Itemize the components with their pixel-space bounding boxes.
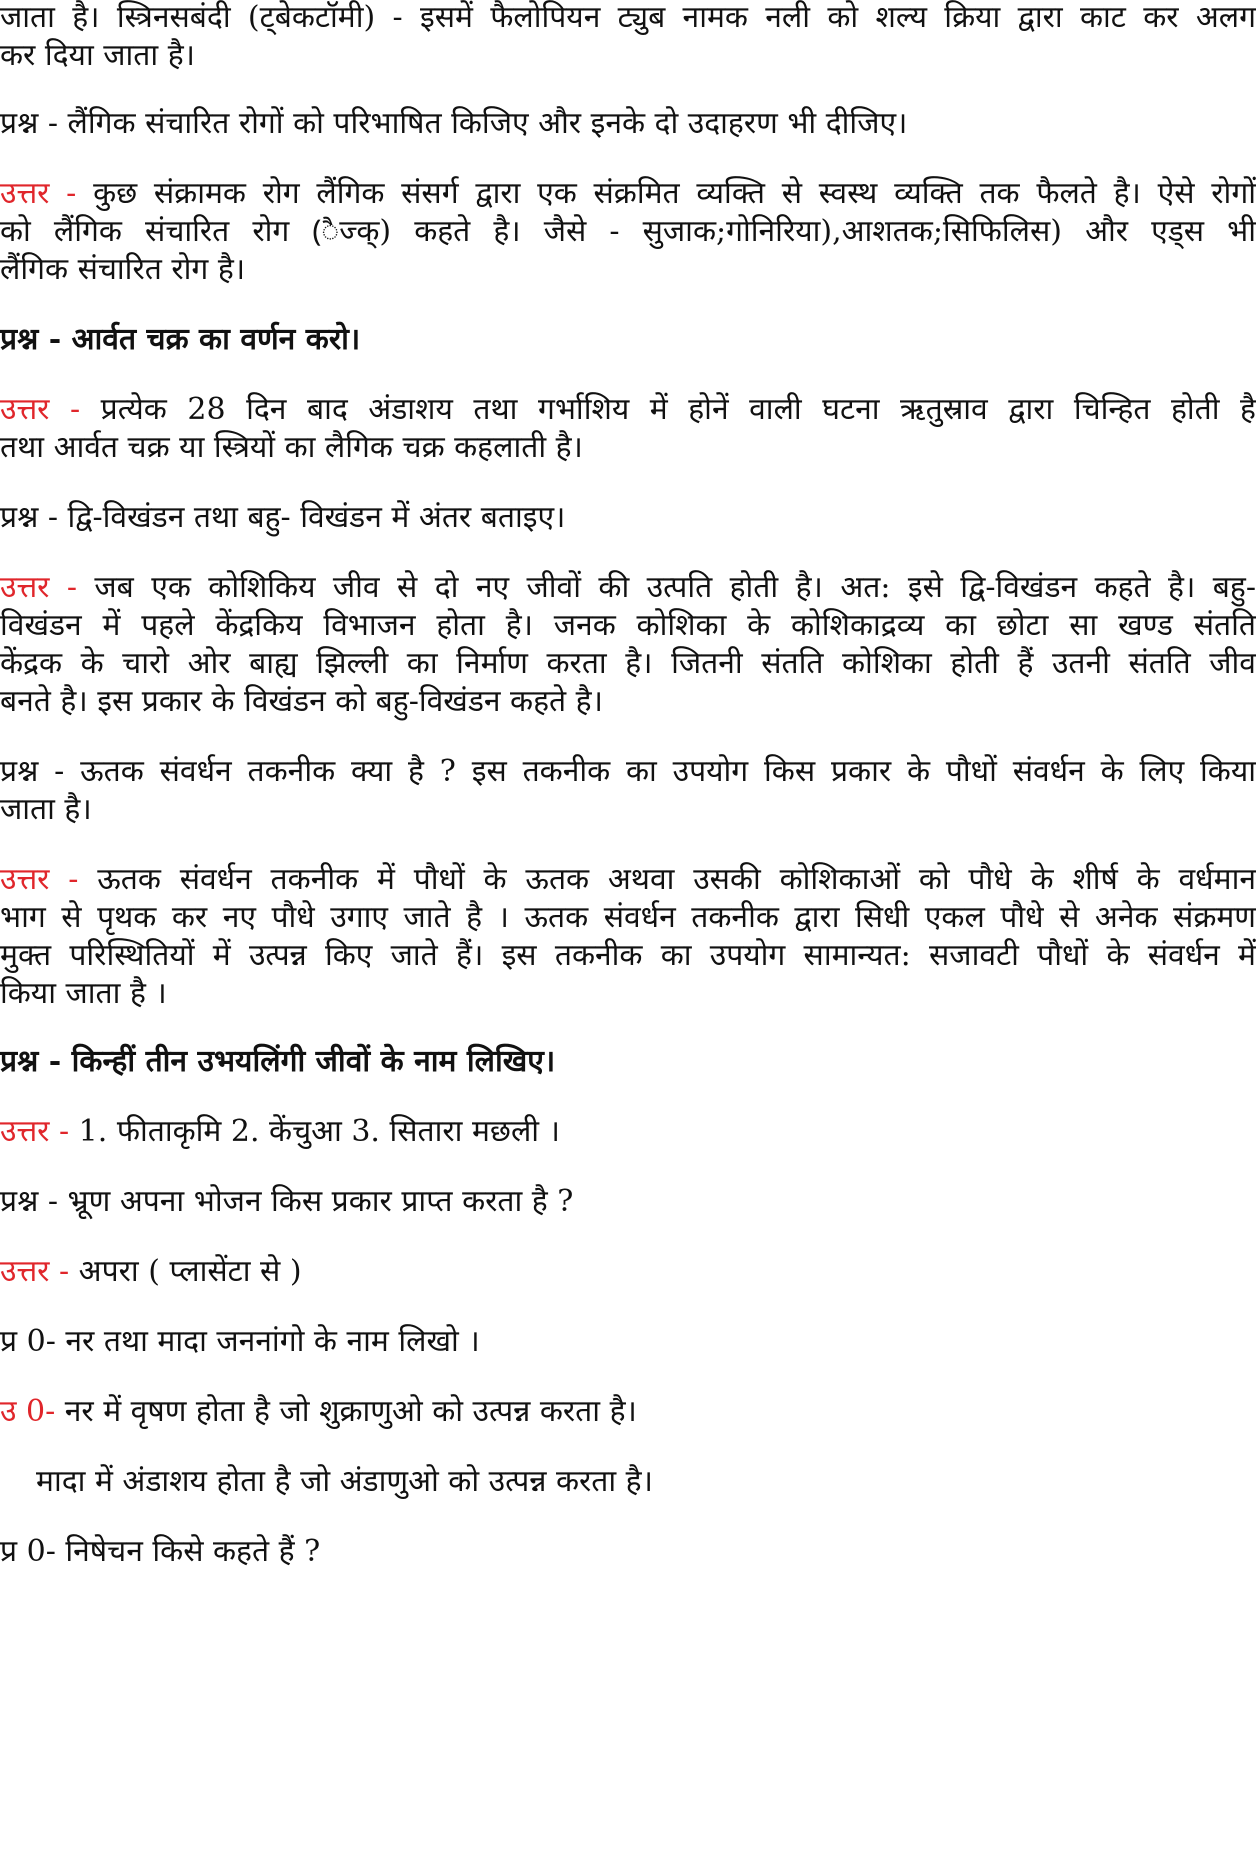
answer-label: उत्तर - bbox=[0, 392, 81, 427]
question-text: किन्हीं तीन उभयलिंगी जीवों के नाम लिखिए। bbox=[71, 1044, 556, 1079]
text-line: विखंडन में पहले केंद्रकिय विभाजन होता है। जनक कोशिका के कोशिकाद्रव्य का छोटा सा खण्ड संतति bbox=[0, 608, 1256, 643]
answer-text: कुछ संक्रामक रोग लैंगिक संसर्ग द्वारा एक संक्रमित व्यक्ति से स्वस्थ व्यक्ति तक फैलते है। ऐसे रोगों bbox=[93, 176, 1256, 211]
text-line: को लैंगिक संचारित रोग (ैज्क्) कहते है। जैसे - सुजाक;गोनिरिया),आशतक;सिफिलिस) और एड्स भी bbox=[0, 214, 1256, 249]
answer-line bbox=[0, 1390, 1256, 1434]
question-text: द्वि-विखंडन तथा बहु- विखंडन में अंतर बताइए। bbox=[67, 500, 566, 535]
answer-label: उत्तर - bbox=[0, 570, 77, 605]
answer-label: उत्तर - bbox=[0, 1114, 70, 1149]
text-line: बनते है। इस प्रकार के विखंडन को बहु-विखंडन कहते है। bbox=[0, 684, 603, 719]
answer-text: नर में वृषण होता है जो शुक्राणुओ को उत्पन्न करता है। bbox=[64, 1394, 637, 1429]
question-text: ऊतक संवर्धन तकनीक क्या है ? इस तकनीक का उपयोग किस प्रकार के पौधों संवर्धन के लिए किया bbox=[80, 754, 1256, 789]
answer-text: ऊतक संवर्धन तकनीक में पौधों के ऊतक अथवा उसकी कोशिकाओं को पौधे के शीर्ष के वर्धमान bbox=[97, 862, 1256, 897]
question-label: प्रश्न - bbox=[0, 754, 65, 789]
question-label: प्र 0- bbox=[0, 1534, 56, 1569]
text-line: किया जाता है । bbox=[0, 976, 167, 1011]
text-line: जाता है। स्त्रिनसबंदी (ट्बेकटॉमी) - इसमें फैलोपियन ट्युब नामक नली को शल्य क्रिया द्वारा काट कर अलग bbox=[0, 0, 1256, 35]
question-text: लैंगिक संचारित रोगों को परिभाषित किजिए और इनके दो उदाहरण भी दीजिए। bbox=[67, 106, 908, 141]
question-label: प्रश्न - bbox=[0, 106, 58, 141]
text-line: भाग से पृथक कर नए पौधे उगाए जाते है । ऊतक संवर्धन तकनीक द्वारा सिधी एकल पौधे से अनेक संक्रमण bbox=[0, 900, 1256, 935]
question-label: प्रश्न - bbox=[0, 500, 58, 535]
question-label: प्र 0- bbox=[0, 1324, 56, 1359]
answer-line bbox=[0, 1110, 1256, 1154]
answer-text: 1. फीताकृमि 2. केंचुआ 3. सितारा मछली । bbox=[78, 1114, 560, 1149]
question-line bbox=[0, 1040, 1256, 1084]
answer-label: उत्तर - bbox=[0, 862, 79, 897]
answer-line bbox=[0, 1250, 1256, 1294]
question-text: भ्रूण अपना भोजन किस प्रकार प्राप्त करता है ? bbox=[67, 1184, 574, 1219]
question-label: प्रश्न - bbox=[0, 1044, 62, 1079]
answer-text: जब एक कोशिकिय जीव से दो नए जीवों की उत्पति होती है। अत: इसे द्वि-विखंडन कहते है। बहु- bbox=[94, 570, 1256, 605]
text-line: जाता है। bbox=[0, 792, 92, 827]
answer-label: उ 0- bbox=[0, 1394, 56, 1429]
question-line bbox=[0, 102, 1256, 146]
question-label: प्रश्न - bbox=[0, 1184, 58, 1219]
text-line: केंद्रक के चारो ओर बाह्य झिल्ली का निर्माण करता है। जितनी संतति कोशिका होती हैं उतनी संतति जीव bbox=[0, 646, 1256, 681]
text-line: मादा में अंडाशय होता है जो अंडाणुओ को उत्पन्न करता है। bbox=[36, 1464, 653, 1499]
answer-label: उत्तर - bbox=[0, 1254, 70, 1289]
question-line bbox=[0, 1320, 1256, 1364]
question-line bbox=[0, 496, 1256, 540]
question-line bbox=[0, 1530, 1256, 1574]
answer-text: अपरा ( प्लासेंटा से ) bbox=[78, 1254, 302, 1289]
question-line bbox=[0, 1180, 1256, 1224]
text-line: तथा आर्वत चक्र या स्त्रियों का लैगिक चक्र कहलाती है। bbox=[0, 430, 583, 465]
question-text: नर तथा मादा जननांगो के नाम लिखो । bbox=[65, 1324, 480, 1359]
question-label: प्रश्न - bbox=[0, 322, 62, 357]
text-line: कर दिया जाता है। bbox=[0, 38, 195, 73]
question-text: आर्वत चक्र का वर्णन करो। bbox=[71, 322, 361, 357]
text-line: मुक्त परिस्थितियों में उत्पन्न किए जाते हैं। इस तकनीक का उपयोग सामान्यत: सजावटी पौधों के संवर्धन में bbox=[0, 938, 1256, 973]
answer-label: उत्तर - bbox=[0, 176, 77, 211]
question-text: निषेचन किसे कहते हैं ? bbox=[65, 1534, 321, 1569]
question-line bbox=[0, 318, 1256, 362]
answer-text: प्रत्येक 28 दिन बाद अंडाशय तथा गर्भाशिय में होनें वाली घटना ऋतुस्राव द्वारा चिन्हित होती है bbox=[100, 392, 1256, 427]
text-line: लैंगिक संचारित रोग है। bbox=[0, 252, 246, 287]
